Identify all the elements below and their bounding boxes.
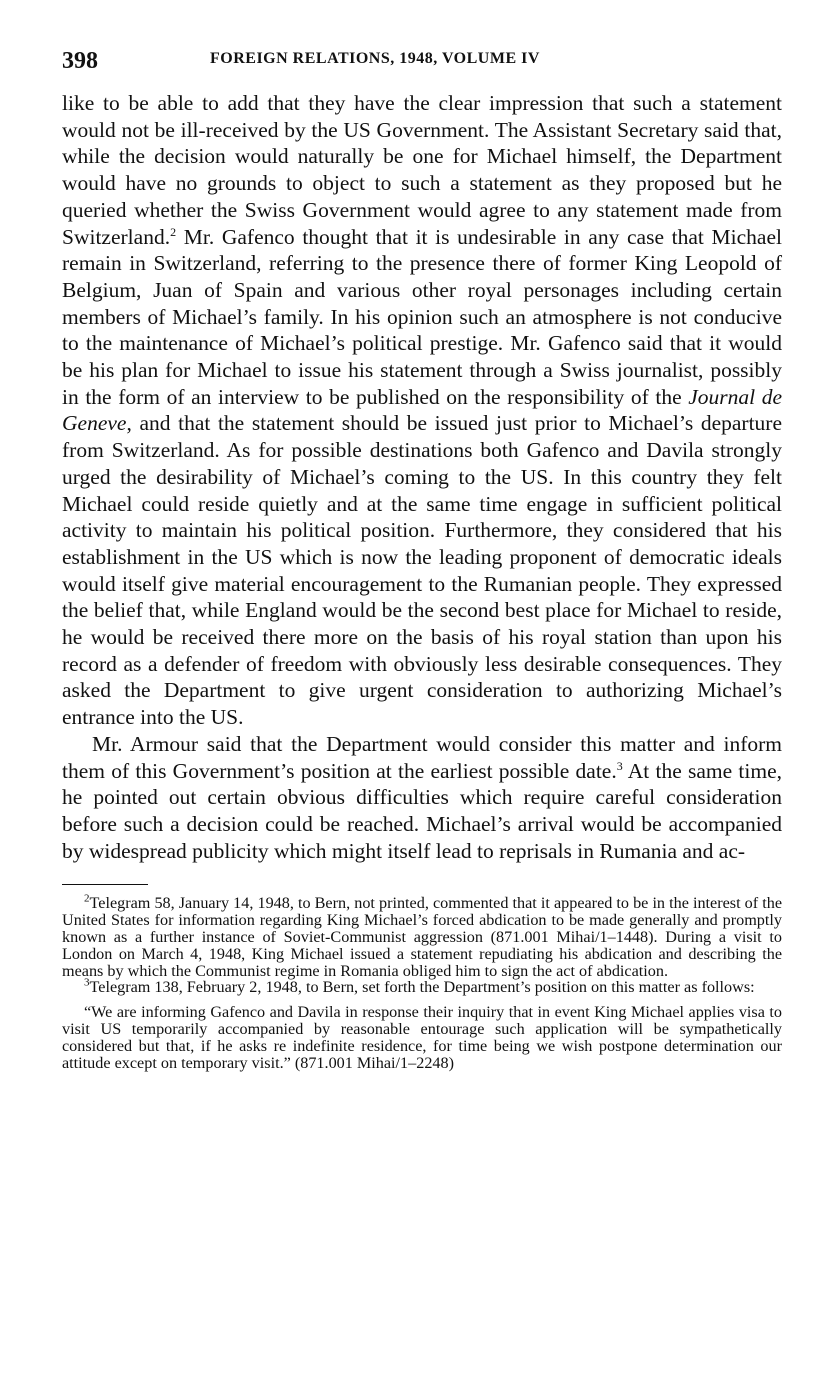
footnote-3-quote: “We are informing Gafenco and Davila in response their inquiry that in event King Michael applies visa to visit US temporarily accompanied by reasonable entourage such application will be sympathetically considered but that, if he asks re indefinite residence, for time being we wish postpone determination our attitude except on temporary visit.” (871.001 Mihai/1–2248) [62,1003,782,1072]
paragraph-2-part-b: At the same time, he pointed out certain obvious difficulties which require careful consideration before such a decision could be reached. Michael’s arrival would be accompanied by widespread publicity which might itself lead to reprisals in Rumania and ac- [62,758,783,863]
page-header [62,48,782,84]
footnote-ref-2: 2 [170,224,177,239]
footnote-2-text: Telegram 58, January 14, 1948, to Bern, not printed, commented that it appeared to be in the interest of the United States for information regarding King Michael’s forced abdication to be made generally and promptly known as a further instance of Soviet-Communist aggression (871.001 Mihai/1–1448). During a visit to London on March 4, 1948, King Michael issued a statement repudiating his abdication and describing the means by which the Communist regime in Romania obliged him to sign the act of abdication. [62,894,782,980]
paragraph-2-part-a: Mr. Armour said that the Department would consider this matter and inform them of this Government’s position at the earliest possible date. [62,731,782,783]
page-number: 398 [62,48,98,74]
document-page [62,48,782,1071]
paragraph-1-part-b: Mr. Gafenco thought that it is undesirable in any case that Michael remain in Switzerland, referring to the presence there of former King Leopold of Belgium, Juan of Spain and various other royal personages including certain members of Michael’s family. In his opinion such an atmosphere is not conducive to the maintenance of Michael’s political prestige. Mr. Gafenco said that it would be his plan for Michael to issue his statement through a Swiss journalist, possibly in the form of an interview to be published on the responsibility of the [62,224,782,409]
footnote-2 [62,895,782,979]
footnote-3 [62,976,782,997]
running-head: FOREIGN RELATIONS, 1948, VOLUME IV [210,50,540,67]
footnote-2-mark: 2 [84,893,90,905]
body-text [62,90,782,864]
footnote-3-mark: 3 [84,976,90,989]
footnote-divider [62,884,148,885]
footnotes [62,895,782,1071]
footnote-3-text: Telegram 138, February 2, 1948, to Bern, set forth the Department’s position on this matter as follows: [89,978,755,997]
footnote-ref-3: 3 [616,758,623,773]
paragraph-1-part-c: , and that the statement should be issued just prior to Michael’s departure from Switzerland. As for possible destinations both Gafenco and Davila strongly urged the desirability of Michael’s coming to the US. In this country they felt Michael could reside quietly and at the same time engage in sufficient political activity to maintain his political position. Furthermore, they considered that his establishment in the US which is now the leading proponent of democratic ideals would itself give material encouragement to the Rumanian people. They expressed the belief that, while England would be the second best place for Michael to reside, he would be received there more on the basis of his royal station than upon his record as a defender of freedom with obviously less desirable consequences. They asked the Department to give urgent consideration to authorizing Michael’s entrance into the US. [62,411,782,730]
journal-title: Journal de Geneve [62,384,782,436]
paragraph-1-part-a: like to be able to add that they have the clear impression that such a statement would not be ill-received by the US Government. The Assistant Secretary said that, while the decision would naturally be one for Michael himself, the Department would have no grounds to object to such a statement as they proposed but he queried whether the Swiss Government would agree to any statement made from Switzerland. [62,91,782,249]
paragraph-2 [62,731,782,865]
paragraph-1 [62,90,782,731]
